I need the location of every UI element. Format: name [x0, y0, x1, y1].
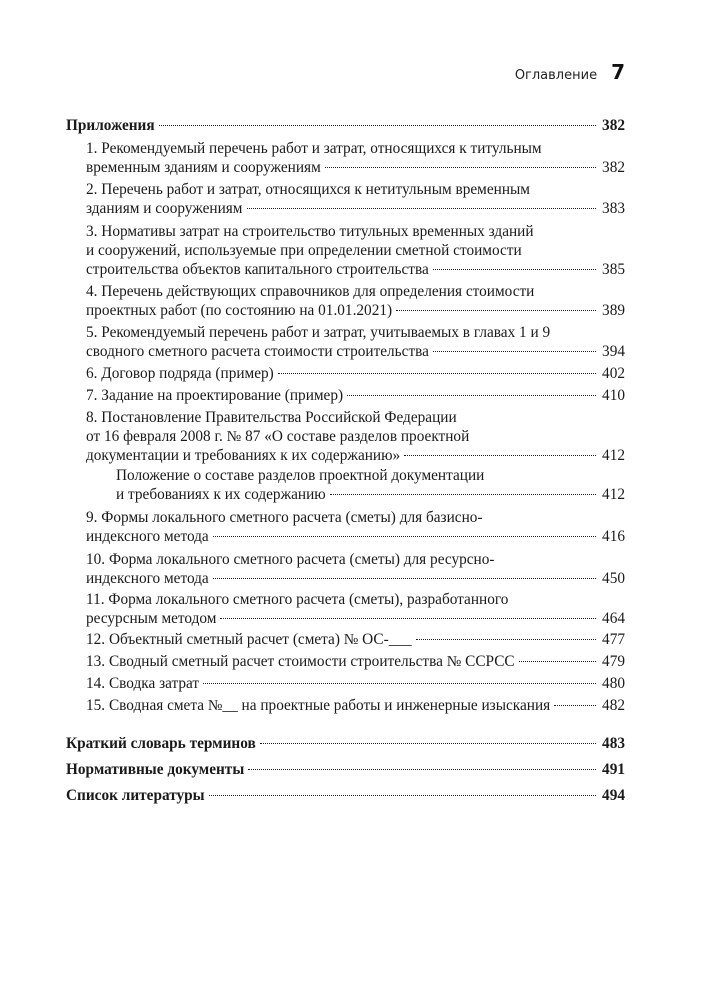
dot-leader	[347, 394, 596, 396]
toc-entry-text-line: 8. Постановление Правительства Российской Федерации	[86, 409, 457, 426]
toc-entry-text-line: 15. Сводная смета №__ на проектные работы и инженерные изыскания	[86, 697, 551, 714]
toc-page-number: 385	[602, 261, 625, 278]
toc-entry-text-line: Положение о составе разделов проектной документации	[116, 467, 485, 484]
toc-entry[interactable]	[116, 466, 625, 504]
toc-entry-text-line: 4. Перечень действующих справочников для определения стоимости	[86, 283, 535, 300]
toc-entry-last-line	[86, 569, 625, 588]
dot-leader	[330, 493, 596, 495]
dot-leader	[416, 638, 596, 640]
toc-entry[interactable]	[86, 630, 625, 649]
toc-entry-text-line: 7. Задание на проектирование (пример)	[86, 387, 344, 404]
toc-entry[interactable]	[86, 386, 625, 405]
toc-entry-last-line	[86, 609, 625, 628]
toc-entry-last-line	[86, 696, 625, 715]
toc-entry[interactable]	[86, 323, 625, 361]
toc-page-number: 480	[602, 675, 625, 692]
toc-page-number: 410	[602, 387, 625, 404]
toc-entry-last-line	[66, 734, 625, 753]
dot-leader	[247, 207, 597, 209]
toc-page-number: 479	[602, 653, 625, 670]
toc-entry-last-line	[86, 652, 625, 671]
toc-entry[interactable]	[86, 364, 625, 383]
dot-leader	[278, 372, 596, 374]
toc-entry-text-line: сводного сметного расчета стоимости строительства	[86, 343, 429, 360]
toc-entry-text-line: от 16 февраля 2008 г. № 87 «О составе разделов проектной	[86, 428, 470, 445]
toc-page-number: 464	[602, 610, 625, 627]
dot-leader	[203, 682, 596, 684]
toc-entry[interactable]	[86, 652, 625, 671]
toc-entry[interactable]	[66, 760, 625, 779]
toc-entry-text-line: 1. Рекомендуемый перечень работ и затрат, относящихся к титульным	[86, 140, 542, 157]
toc-entry-last-line	[86, 527, 625, 546]
toc-entry-text-line: и требованиях к их содержанию	[116, 486, 326, 503]
toc-entry-text-line: и сооружений, используемые при определении сметной стоимости	[86, 242, 522, 259]
toc-entry-text-line: Нормативные документы	[66, 761, 245, 778]
toc-entry-last-line	[86, 301, 625, 320]
toc-entry-text-line: временным зданиям и сооружениям	[86, 159, 321, 176]
toc-entry-text-line: 3. Нормативы затрат на строительство титульных временных зданий	[86, 223, 534, 240]
toc-page-number: 402	[602, 365, 625, 382]
dot-leader	[159, 124, 596, 126]
toc-entry-text-line: 14. Сводка затрат	[86, 675, 200, 692]
toc-entry-text-line: 12. Объектный сметный расчет (смета) № ОС-___	[86, 631, 412, 648]
page-number: 7	[611, 60, 625, 84]
toc-entry-text-line: зданиям и сооружениям	[86, 200, 243, 217]
dot-leader	[209, 794, 596, 796]
toc-entry-text-line: Краткий словарь терминов	[66, 735, 256, 752]
toc-entry-last-line	[86, 674, 625, 693]
dot-leader	[325, 166, 596, 168]
toc-entry[interactable]	[86, 696, 625, 715]
toc-entry-text-line: проектных работ (по состоянию на 01.01.2021)	[86, 302, 393, 319]
toc-entry-last-line	[116, 485, 625, 504]
toc-entry-text-line: 11. Форма локального сметного расчета (сметы), разработанного	[86, 591, 509, 608]
toc-entry-last-line	[86, 342, 625, 361]
toc-entry-last-line	[86, 364, 625, 383]
toc-page-number: 491	[602, 761, 625, 778]
toc-entry[interactable]	[86, 674, 625, 693]
toc-page-number: 382	[602, 159, 625, 176]
toc-page-number: 389	[602, 302, 625, 319]
toc-entry[interactable]	[66, 116, 625, 135]
toc-page-number: 382	[602, 117, 625, 134]
toc-entry[interactable]	[86, 590, 625, 628]
toc-entry-last-line	[66, 786, 625, 805]
toc-entry[interactable]	[86, 508, 625, 546]
toc-entry[interactable]	[86, 180, 625, 218]
toc-entry-text-line: 13. Сводный сметный расчет стоимости строительства № ССРСС	[86, 653, 515, 670]
toc-entry-last-line	[86, 630, 625, 649]
toc-entry-last-line	[66, 760, 625, 779]
toc-entry-text-line: индексного метода	[86, 528, 209, 545]
toc-entry[interactable]	[86, 408, 625, 465]
toc-page-number: 412	[602, 447, 625, 464]
toc-entry[interactable]	[86, 282, 625, 320]
toc-page-number: 450	[602, 570, 625, 587]
toc-entry-text-line: индексного метода	[86, 570, 209, 587]
running-header-title: Оглавление	[514, 68, 598, 83]
toc-entry-last-line	[86, 446, 625, 465]
dot-leader	[213, 535, 596, 537]
toc-entry-text-line: 6. Договор подряда (пример)	[86, 365, 274, 382]
toc-page-number: 477	[602, 631, 625, 648]
toc-entry[interactable]	[86, 550, 625, 588]
toc-page-number: 416	[602, 528, 625, 545]
dot-leader	[213, 577, 596, 579]
toc-entry-text-line: 10. Форма локального сметного расчета (сметы) для ресурсно-	[86, 551, 495, 568]
toc-entry[interactable]	[86, 222, 625, 279]
toc-entry[interactable]	[66, 734, 625, 753]
dot-leader	[248, 768, 596, 770]
toc-entry-text-line: Список литературы	[66, 787, 205, 804]
dot-leader	[260, 742, 596, 744]
toc-entry[interactable]	[86, 139, 625, 177]
dot-leader	[220, 617, 596, 619]
toc-entry[interactable]	[66, 786, 625, 805]
toc-entry-text-line: ресурсным методом	[86, 610, 217, 627]
dot-leader	[404, 454, 596, 456]
toc-entry-last-line	[66, 116, 625, 135]
toc-entry-text-line: 2. Перечень работ и затрат, относящихся к нетитульным временным	[86, 181, 530, 198]
toc-entry-last-line	[86, 260, 625, 279]
toc-entry-text-line: 5. Рекомендуемый перечень работ и затрат, учитываемых в главах 1 и 9	[86, 324, 551, 341]
toc-entry-text-line: строительства объектов капитального строительства	[86, 261, 429, 278]
toc-page-number: 483	[602, 735, 625, 752]
toc-entry-text-line: Приложения	[66, 117, 155, 134]
toc-page-number: 494	[602, 787, 625, 804]
toc-entry-last-line	[86, 199, 625, 218]
dot-leader	[433, 350, 596, 352]
toc-entry-text-line: 9. Формы локального сметного расчета (сметы) для базисно-	[86, 509, 483, 526]
dot-leader	[554, 704, 596, 706]
toc-entry-text-line: документации и требованиях к их содержанию»	[86, 447, 401, 464]
dot-leader	[519, 660, 596, 662]
toc-page-number: 394	[602, 343, 625, 360]
dot-leader	[396, 309, 596, 311]
toc-page-number: 383	[602, 200, 625, 217]
toc-page-number: 482	[602, 697, 625, 714]
toc-page-number: 412	[602, 486, 625, 503]
dot-leader	[433, 268, 596, 270]
toc-entry-last-line	[86, 158, 625, 177]
toc-entry-last-line	[86, 386, 625, 405]
